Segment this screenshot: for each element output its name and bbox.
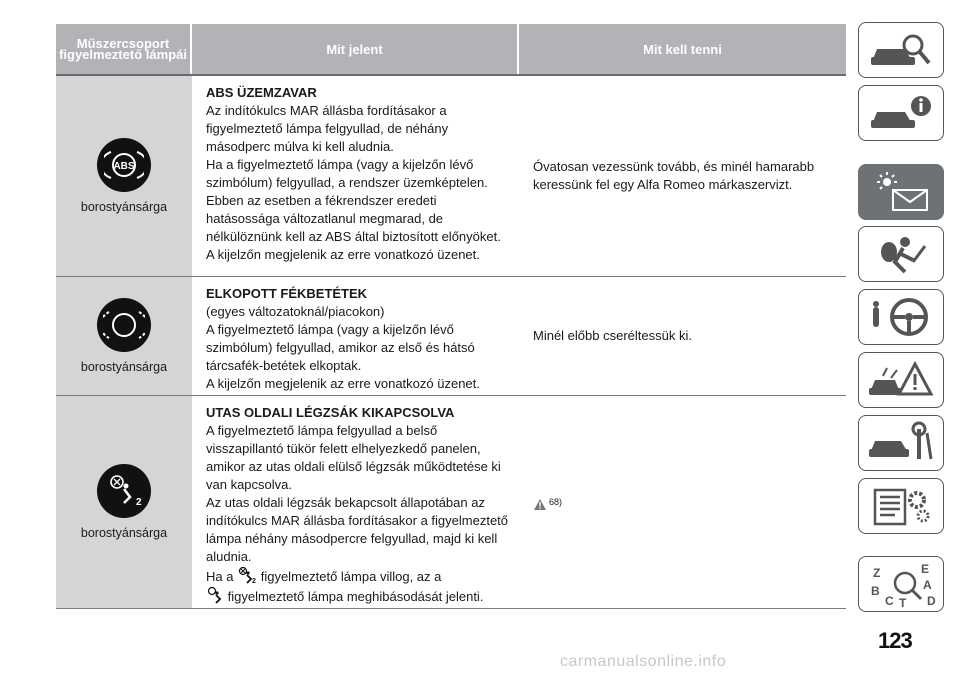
car-wrench-icon xyxy=(865,421,937,465)
car-hazard-icon xyxy=(865,358,937,402)
meaning-tail-end-line xyxy=(206,586,513,606)
brake-pad-lamp-icon xyxy=(97,298,151,352)
sidebar-tab-warning-lights[interactable] xyxy=(858,164,944,220)
header-cell-action: Mit kell tenni xyxy=(519,24,846,74)
airbag-off-lamp-icon xyxy=(97,464,151,518)
reference-number: 68) xyxy=(549,497,563,507)
page-number: 123 xyxy=(878,628,912,653)
table-header xyxy=(56,24,846,74)
lamp-color-label: borostyánsárga xyxy=(80,360,168,374)
action-text: Óvatosan vezessünk tovább, és minél hamarabb keressünk fel egy Alfa Romeo márkaszervizt. xyxy=(533,159,815,192)
lamp-cell xyxy=(56,277,192,395)
lamp-color-label: borostyánsárga xyxy=(80,526,168,540)
row-title: UTAS OLDALI LÉGZSÁK KIKAPCSOLVA xyxy=(206,405,455,420)
action-cell xyxy=(519,277,846,395)
svg-text:C: C xyxy=(885,594,894,607)
steering-icon xyxy=(865,295,937,339)
sidebar-tab-car-info[interactable] xyxy=(858,85,944,141)
meaning-text: A figyelmeztető lámpa felgyullad a belső visszapillantó tükör felett elhelyezkedő panelen, amikor az utas oldali elülső légzsák működtetése ki van kapcsolva. Az utas oldali légzsák bekapcsolt állapotában az indítókulcs MAR állásba fordításakor a figyelmeztető lámpa néhány másodpercre felgyullad, majd ki kell aludnia. xyxy=(206,423,509,564)
lamp-cell xyxy=(56,396,192,608)
car-search-icon xyxy=(865,29,937,71)
action-cell xyxy=(519,396,846,608)
svg-text:B: B xyxy=(871,584,880,598)
meaning-tail-start: Ha a xyxy=(206,569,234,584)
header-cell-meaning: Mit jelent xyxy=(192,24,517,74)
meaning-cell xyxy=(192,396,519,608)
warning-reference xyxy=(533,493,562,511)
warning-triangle-icon xyxy=(533,498,547,511)
sidebar-tab-airbag[interactable] xyxy=(858,226,944,282)
sidebar-tab-alphabet-index[interactable] xyxy=(858,556,944,612)
meaning-text: Az indítókulcs MAR állásba fordításakor a figyelmeztető lámpa felgyullad, de néhány másodperc múlva ki kell aludnia. Ha a figyelmeztető lámpa (vagy a kijelzőn lévő szimbólum) felgyullad, a rendszer üzemképtelen. Ebben az esetben a fékrendszer eredeti hatásossága változatlanul megmarad, de nélkülöznünk kell az ABS által biztosított előnyöket. A kijelzőn megjelenik az erre vonatkozó üzenet. xyxy=(206,103,501,262)
svg-text:D: D xyxy=(927,594,936,607)
list-gear-icon xyxy=(865,484,937,528)
svg-text:E: E xyxy=(921,562,930,576)
svg-text:Z: Z xyxy=(873,566,881,580)
abs-lamp-icon xyxy=(97,138,151,192)
header-cell-group: Műszercsoport figyelmeztető lámpái xyxy=(56,24,190,74)
row-title: ELKOPOTT FÉKBETÉTEK xyxy=(206,286,368,301)
sidebar-tab-car-wrench[interactable] xyxy=(858,415,944,471)
sidebar-tab-list-gear[interactable] xyxy=(858,478,944,534)
lamp-color-label: borostyánsárga xyxy=(80,200,168,214)
warning-light-table xyxy=(56,24,846,609)
row-title: ABS ÜZEMZAVAR xyxy=(206,85,317,100)
airbag-inline-icon xyxy=(206,586,224,604)
svg-text:2: 2 xyxy=(252,578,256,584)
airbag-person-icon xyxy=(865,232,937,276)
sidebar-tab-car-search[interactable] xyxy=(858,22,944,78)
watermark: carmanualsonline.info xyxy=(560,653,727,670)
car-info-icon xyxy=(865,92,937,134)
svg-text:2: 2 xyxy=(136,497,142,508)
meaning-text: (egyes változatoknál/piacokon) A figyelmeztető lámpa (vagy a kijelzőn lévő szimbólum) felgyullad, amikor az első és hátsó tárcsafék-betétek elkoptak. A kijelzőn megjelenik az erre vonatkozó üzenet. xyxy=(206,304,480,391)
table-row xyxy=(56,396,846,609)
meaning-cell xyxy=(192,76,519,276)
sidebar-tab-steering[interactable] xyxy=(858,289,944,345)
table-row xyxy=(56,277,846,396)
svg-text:T: T xyxy=(899,596,907,607)
meaning-tail xyxy=(206,566,513,586)
warning-lights-icon xyxy=(865,170,937,214)
svg-text:ABS: ABS xyxy=(113,161,135,172)
meaning-cell xyxy=(192,277,519,395)
lamp-cell xyxy=(56,76,192,276)
sidebar-tab-car-hazard[interactable] xyxy=(858,352,944,408)
table-row xyxy=(56,76,846,277)
action-cell xyxy=(519,76,846,276)
action-text: Minél előbb cseréltessük ki. xyxy=(533,328,692,343)
meaning-tail-end: figyelmeztető lámpa meghibásodását jelenti. xyxy=(227,589,484,604)
meaning-tail-mid: figyelmeztető lámpa villog, az a xyxy=(260,569,442,584)
airbag-off-inline-icon xyxy=(237,566,257,584)
alphabet-index-icon xyxy=(865,561,937,607)
svg-text:A: A xyxy=(923,578,932,592)
